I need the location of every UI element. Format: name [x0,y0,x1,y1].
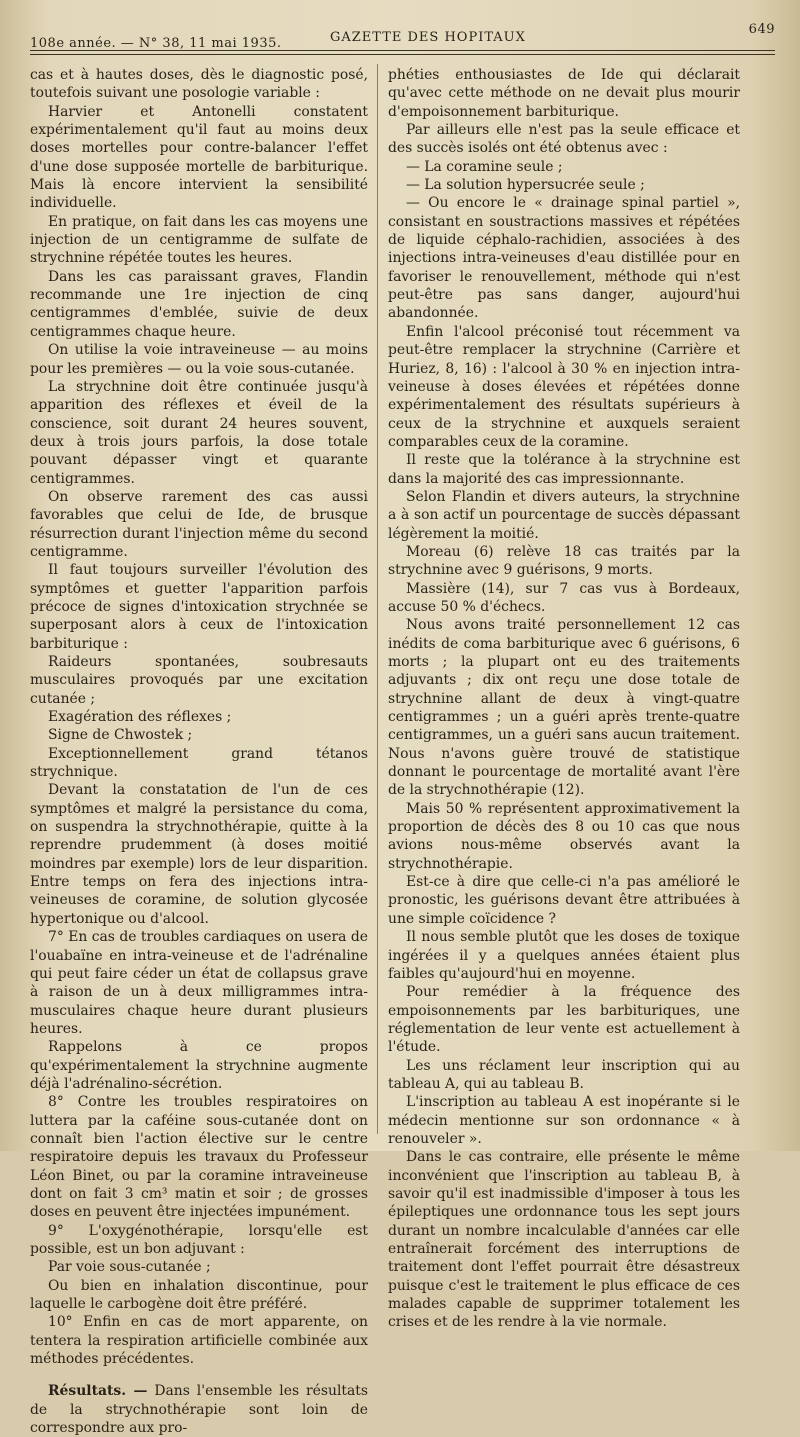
paragraph [30,708,368,726]
paragraph [388,1093,740,1148]
paragraph-text: Enfin l'alcool préconisé tout récemment va peut-être remplacer la strychnine (Carrière et Huriez, 8, 16) : l'alcool à 30 % en injection intra-veineuse à doses élevées et répétées donne expérimentalement des résultats supérieurs à ceux de la strychnine et auxquels seraient comparables ceux de la coramine. [388,323,740,450]
right-column [388,66,740,1332]
paragraph [388,323,740,451]
paragraph-text: cas et à hautes doses, dès le diagnostic posé, toutefois suivant une posologie variable : [30,67,368,102]
paragraph-text: Exceptionnellement grand tétanos strychnique. [30,745,368,781]
paragraph-text: L'inscription au tableau A est inopérante si le médecin mentionne sur son ordonnance « à renouveler ». [388,1094,740,1147]
paragraph [388,1057,740,1094]
paragraph [388,488,740,543]
paragraph-text: Rappelons à ce propos qu'expérimentalement la strychnine augmente déjà l'adrénalino-sécrétion. [30,1039,368,1092]
paragraph-text: Il faut toujours surveiller l'évolution des symptômes et guetter l'apparition parfois précoce de signes d'intoxication strychnée se superposant alors à ceux de l'intoxication barbiturique : [30,562,368,652]
paragraph-text: Selon Flandin et divers auteurs, la strychnine a à son actif un pourcentage de succès dépassant légèrement la moitié. [388,488,740,542]
paragraph-text: Dans les cas paraissant graves, Flandin recommande une 1re injection de cinq centigrammes d'emblée, suivie de deux centigrammes chaque heure. [30,268,368,340]
paragraph-text: Devant la constatation de l'un de ces symptômes et malgré la persistance du coma, on suspendra la strychnothérapie, quitte à la reprendre prudemment (à doses moitié moindres par exemple) lors de leur disparition. Entre temps on fera des injections intra-veineuses de coramine, de solution glycosée hypertonique ou d'alcool. [30,782,368,927]
paragraph [388,121,740,158]
paragraph [388,873,740,928]
paragraph-text: Dans le cas contraire, elle présente le même inconvénient que l'inscription au tableau B, à savoir qu'il est inadmissible d'imposer à tous les épileptiques une ordonnance tous les sept jours durant un nombre incalculable d'années car elle entraînerait forcément des interruptions de traitement dont l'effet pourrait être désastreux puisque c'est le traitement le plus efficace de ces malades capable de supprimer totalement les crises et de les rendre à la vie normale. [388,1149,740,1331]
paragraph [30,378,368,488]
paragraph [30,726,368,744]
paragraph [30,268,368,341]
journal-title: GAZETTE DES HOPITAUX [330,30,526,45]
paragraph [30,488,368,561]
header-rule-top [30,50,775,51]
paragraph [30,66,368,103]
paragraph-text: Il nous semble plutôt que les doses de toxique ingérées il y a quelques années étaient plus faibles qu'aujourd'hui en moyenne. [388,929,740,982]
paragraph-text: Moreau (6) relève 18 cas traités par la strychnine avec 9 guérisons, 9 morts. [388,543,740,579]
left-column [30,66,368,1437]
paragraph [30,1222,368,1259]
paragraph [388,194,740,322]
paragraph [30,213,368,268]
paragraph [30,1093,368,1221]
paragraph-text: Pour remédier à la fréquence des empoisonnements par les barbituriques, une réglementation de leur vente est actuellement à l'étude. [388,984,740,1056]
paragraph-text: 8° Contre les troubles respiratoires on luttera par la caféine sous-cutanée dont on connaît bien l'action élective sur le centre respiratoire depuis les travaux du Professeur Léon Binet, ou par la coramine intraveineuse dont on fait 3 cm³ matin et soir ; de grosses doses en peuvent être injectées impunément. [30,1094,368,1221]
paragraph [30,341,368,378]
paragraph [30,745,368,782]
section-label: Résultats. — [48,1383,148,1400]
paragraph-text: — Ou encore le « drainage spinal partiel », consistant en soustractions massives et répétées de liquide céphalo-rachidien, associées à des injections intra-veineuses d'eau distillée pour en favoriser le renouvellement, méthode qui n'est peut-être pas sans danger, aujourd'hui abandonnée. [388,195,740,322]
paragraph-text: Raideurs spontanées, soubresauts musculaires provoqués par une excitation cutanée ; [30,654,368,707]
paragraph-text: Ou bien en inhalation discontinue, pour laquelle le carbogène doit être préféré. [30,1277,368,1313]
paragraph-text: Est-ce à dire que celle-ci n'a pas amélioré le pronostic, les guérisons devant être attribuées à une simple coïcidence ? [388,874,740,927]
page-number: 649 [748,22,775,37]
paragraph [30,653,368,708]
paragraph-text: Mais 50 % représentent approximativement la proportion de décès des 8 ou 10 cas que nous avions nous-même observés avant la strychnothérapie. [388,800,740,872]
paragraph-text: Il reste que la tolérance à la strychnine est dans la majorité des cas impressionnante. [388,452,740,487]
paragraph [388,580,740,617]
paragraph [388,616,740,799]
paragraph [388,451,740,488]
paragraph-text: Exagération des réflexes ; [48,709,232,726]
column-divider [377,64,378,1134]
issue-info: 108e année. — N° 38, 11 mai 1935. [30,36,282,51]
page-header [30,22,775,52]
paragraph-text: Dans l'ensemble les résultats de la strychnothérapie sont loin de correspondre aux pro- [30,1383,368,1437]
paragraph-text: La strychnine doit être continuée jusqu'à apparition des réflexes et éveil de la conscience, soit durant 24 heures souvent, deux à trois jours parfois, la dose totale pouvant dépasser vingt et quarante centigrammes. [30,378,368,487]
paragraph [388,1148,740,1331]
paragraph [30,1038,368,1093]
header-rule-bottom [30,54,775,55]
paragraph-text: Signe de Chwostek ; [48,727,193,744]
paragraph-text: Par ailleurs elle n'est pas la seule efficace et des succès isolés ont été obtenus avec : [388,122,740,157]
paragraph [388,176,740,194]
paragraph [30,928,368,1038]
paragraph-text: En pratique, on fait dans les cas moyens une injection de un centigramme de sulfate de strychnine répétée toutes les heures. [30,213,368,267]
paragraph [388,983,740,1056]
paragraph-text: Massière (14), sur 7 cas vus à Bordeaux, accuse 50 % d'échecs. [388,580,740,615]
paragraph [388,543,740,580]
paragraph [388,158,740,176]
paragraph-text: Les uns réclament leur inscription qui au tableau A, qui au tableau B. [388,1057,740,1092]
paragraph-text: 10° Enfin en cas de mort apparente, on tentera la respiration artificielle combinée aux méthodes précédentes. [30,1314,368,1368]
paragraph-text: Harvier et Antonelli constatent expérimentalement qu'il faut au moins deux doses mortelles pour contre-balancer l'effet d'une dose supposée mortelle de barbiturique. Mais là encore intervient la sensibilité individuelle. [30,103,368,212]
paragraph [30,1277,368,1314]
paragraph [388,800,740,873]
paragraph-text: Nous avons traité personnellement 12 cas inédits de coma barbiturique avec 6 guérisons, 6 morts ; la plupart ont eu des traitements adjuvants ; dix ont reçu une dose totale de strychnine allant de deux à vingt-quatre centigrammes ; un a guéri après trente-quatre centigrammes, un a guéri sans aucun traitement. Nous n'avons guère trouvé de statistique donnant le pourcentage de mortalité avant l'ère de la strychnothérapie (12). [388,617,740,799]
paragraph-text: — La coramine seule ; [406,158,563,175]
paragraph [30,561,368,653]
paragraph [30,1258,368,1276]
paragraph [388,928,740,983]
paragraph-text: On observe rarement des cas aussi favorables que celui de Ide, de brusque résurrection durant l'injection même du second centigramme. [30,488,368,560]
paragraph [30,103,368,213]
paragraph-text: 7° En cas de troubles cardiaques on usera de l'ouabaïne en intra-veineuse et de l'adrénaline qui peut faire céder un état de collapsus grave à raison de un à deux milligrammes intra-musculaires chaque heure durant plusieurs heures. [30,929,368,1037]
paragraph-text: On utilise la voie intraveineuse — au moins pour les premières — ou la voie sous-cutanée. [30,342,368,377]
paragraph-text: 9° L'oxygénothérapie, lorsqu'elle est possible, est un bon adjuvant : [30,1222,368,1257]
paragraph [388,66,740,121]
paragraph [30,1313,368,1368]
paragraph-text: — La solution hypersucrée seule ; [406,177,645,194]
paragraph-text: Par voie sous-cutanée ; [48,1259,211,1276]
paragraph [30,781,368,928]
paragraph-text: phéties enthousiastes de Ide qui déclarait qu'avec cette méthode on ne devait plus mourir d'empoisonnement barbiturique. [388,67,740,120]
paragraph [30,1382,368,1437]
